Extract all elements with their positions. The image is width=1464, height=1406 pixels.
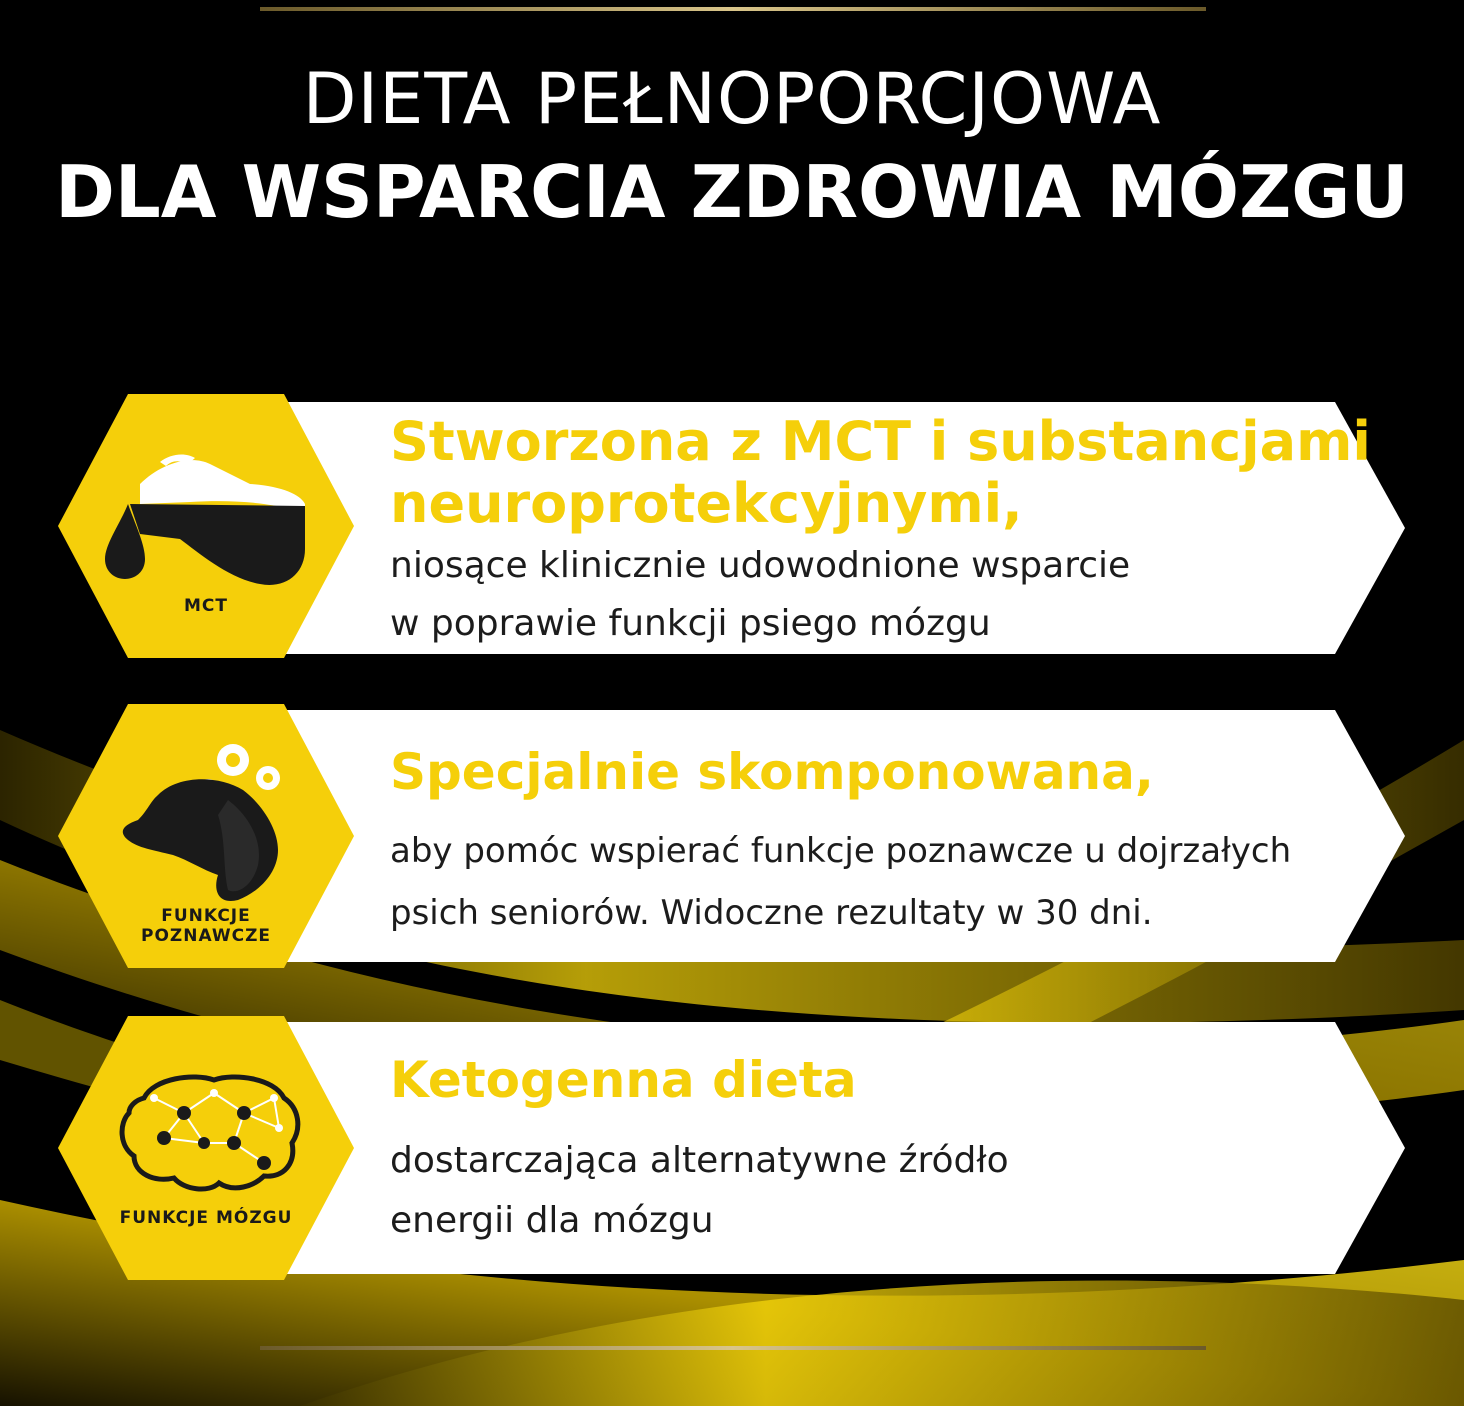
- feature-body-line2: energii dla mózgu: [390, 1200, 714, 1241]
- dog-gears-icon: [118, 730, 298, 910]
- oil-drop-icon: [100, 444, 310, 594]
- brain-network-icon: [114, 1068, 304, 1198]
- bottom-gold-divider: [260, 1346, 1206, 1350]
- feature-heading-line1: Stworzona z MCT i substancjami: [390, 410, 1371, 473]
- feature-card-brain: [0, 1016, 1464, 1286]
- feature-heading-line2: neuroprotekcyjnymi,: [390, 472, 1023, 535]
- feature-body-line2: w poprawie funkcji psiego mózgu: [390, 603, 991, 644]
- feature-body-line1: niosące klinicznie udowodnione wsparcie: [390, 545, 1131, 586]
- hex-label-line2: POZNAWCZE: [140, 926, 272, 946]
- page-title-line2: DLA WSPARCIA ZDROWIA MÓZGU: [55, 150, 1409, 234]
- hex-label-line1: FUNKCJE: [161, 906, 251, 926]
- feature-heading: Ketogenna dieta: [390, 1051, 857, 1109]
- feature-body-line2: psich seniorów. Widoczne rezultaty w 30 dni.: [390, 893, 1153, 933]
- feature-heading: Specjalnie skomponowana,: [390, 743, 1154, 801]
- top-gold-divider: [260, 7, 1206, 11]
- page-title-line1: DIETA PEŁNOPORCJOWA: [302, 58, 1162, 140]
- feature-body-line1: aby pomóc wspierać funkcje poznawcze u dojrzałych: [390, 831, 1292, 871]
- hex-label-mct: MCT: [184, 596, 228, 616]
- feature-card-cognitive: [0, 704, 1464, 974]
- feature-card-mct: [0, 394, 1464, 664]
- hex-label-brain: FUNKCJE MÓZGU: [119, 1208, 293, 1228]
- feature-body-line1: dostarczająca alternatywne źródło: [390, 1140, 1009, 1181]
